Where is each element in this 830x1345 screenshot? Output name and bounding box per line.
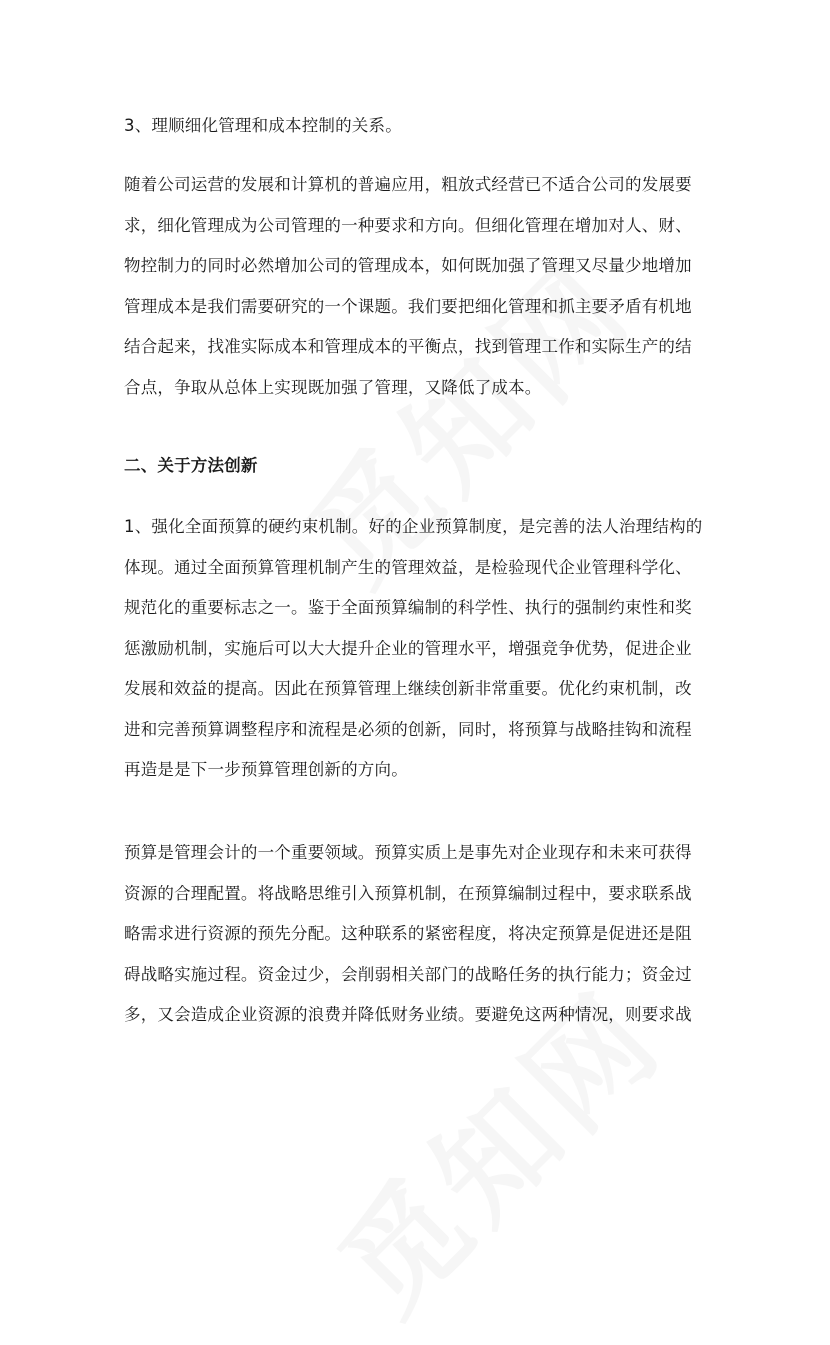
paragraph-line: 合点，争取从总体上实现既加强了管理，又降低了成本。 (124, 377, 542, 397)
paragraph-line: 物控制力的同时必然增加公司的管理成本，如何既加强了管理又尽量少地增加 (124, 256, 692, 275)
paragraph-line: 资源的合理配置。将战略思维引入预算机制，在预算编制过程中，要求联系战 (124, 883, 692, 903)
section-heading-3 (124, 111, 714, 141)
heading-text: 3、理顺细化管理和成本控制的关系。 (124, 116, 402, 135)
section-heading-2 (124, 451, 714, 481)
paragraph-line: 求，细化管理成为公司管理的一种要求和方向。但细化管理在增加对人、财、 (124, 215, 692, 235)
paragraph-line: 规范化的重要标志之一。鉴于全面预算编制的科学性、执行的强制约束性和奖 (124, 598, 692, 617)
paragraph-line: 再造是是下一步预算管理创新的方向。 (124, 760, 408, 779)
paragraph-line: 进和完善预算调整程序和流程是必须的创新，同时，将预算与战略挂钩和流程 (124, 719, 692, 739)
paragraph-line: 多，又会造成企业资源的浪费并降低财务业绩。要避免这两种情况，则要求战 (124, 1005, 692, 1024)
paragraph-line: 惩激励机制，实施后可以大大提升企业的管理水平，增强竞争优势，促进企业 (124, 638, 692, 658)
paragraph-3 (124, 833, 714, 1036)
paragraph-line: 结合起来，找准实际成本和管理成本的平衡点，找到管理工作和实际生产的结 (124, 337, 692, 356)
paragraph-line: 体现。通过全面预算管理机制产生的管理效益，是检验现代企业管理科学化、 (124, 557, 692, 577)
paragraph-line: 管理成本是我们需要研究的一个课题。我们要把细化管理和抓主要矛盾有机地 (124, 296, 692, 316)
paragraph-line: 发展和效益的提高。因此在预算管理上继续创新非常重要。优化约束机制，改 (124, 679, 692, 698)
paragraph-line: 碍战略实施过程。资金过少，会削弱相关部门的战略任务的执行能力；资金过 (124, 964, 692, 984)
paragraph-line: 略需求进行资源的预先分配。这种联系的紧密程度，将决定预算是促进还是阻 (124, 924, 692, 943)
paragraph-2 (124, 507, 714, 791)
paragraph-line: 1、强化全面预算的硬约束机制。好的企业预算制度，是完善的法人治理结构的 (124, 517, 703, 536)
heading-text: 二、关于方法创新 (124, 456, 258, 475)
paragraph-line: 随着公司运营的发展和计算机的普遍应用，粗放式经营已不适合公司的发展要 (124, 175, 692, 194)
paragraph-1 (124, 165, 714, 408)
paragraph-line: 预算是管理会计的一个重要领域。预算实质上是事先对企业现存和未来可获得 (124, 843, 692, 862)
